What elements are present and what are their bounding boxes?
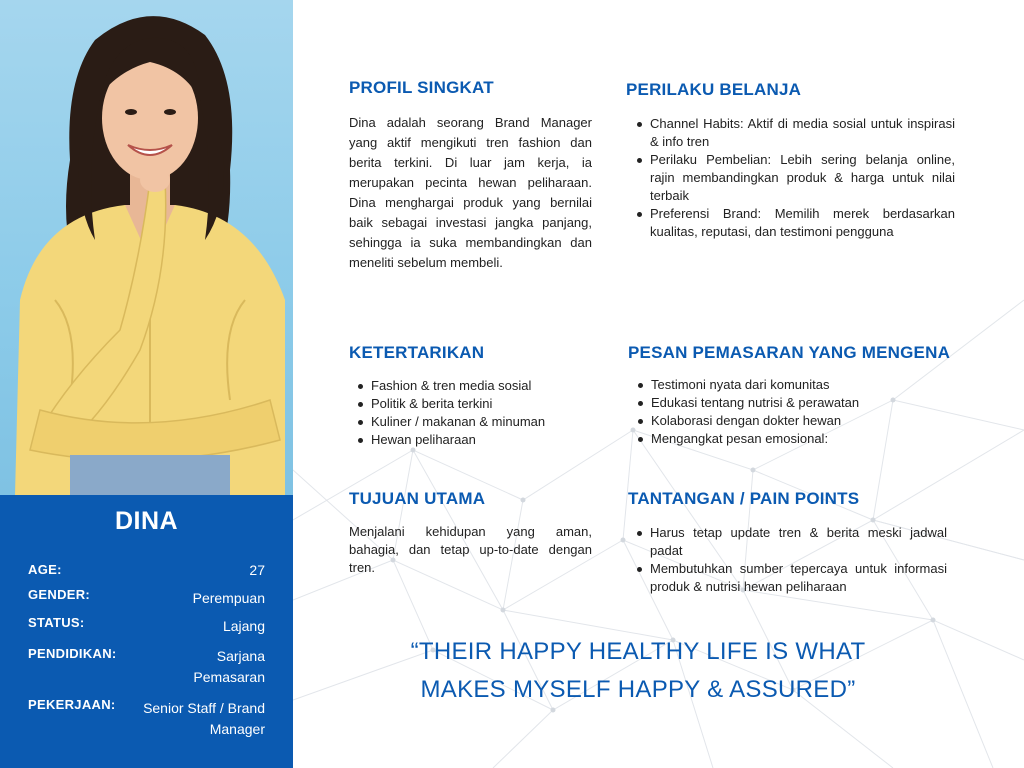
profile-card — [0, 495, 293, 768]
tujuan-utama-title: TUJUAN UTAMA — [349, 489, 486, 508]
perilaku-belanja-title: PERILAKU BELANJA — [626, 80, 802, 99]
ketertarikan-list — [356, 377, 596, 449]
list-item: Politik & berita terkini — [356, 395, 596, 413]
gender-value: Perempuan — [192, 590, 265, 606]
list-item: Hewan peliharaan — [356, 431, 596, 449]
pesan-pemasaran-list — [636, 376, 936, 448]
pesan-pemasaran-title: PESAN PEMASARAN YANG MENGENA — [628, 343, 951, 362]
age-label: AGE: — [28, 562, 62, 577]
content-area — [293, 0, 1024, 768]
persona-photo — [0, 0, 293, 495]
list-item: Testimoni nyata dari komunitas — [636, 376, 936, 394]
ketertarikan-title: KETERTARIKAN — [349, 343, 485, 362]
quote-line-2: MAKES MYSELF HAPPY & ASSURED” — [420, 676, 856, 703]
education-label: PENDIDIKAN: — [28, 646, 117, 661]
persona-quote — [403, 633, 873, 709]
list-item: Fashion & tren media sosial — [356, 377, 596, 395]
list-item: Kuliner / makanan & minuman — [356, 413, 596, 431]
quote-line-1: “THEIR HAPPY HEALTHY LIFE IS WHAT — [410, 638, 866, 665]
list-item: Perilaku Pembelian: Lebih sering belanja online, rajin membandingkan produk & harga untuk nilai terbaik — [635, 151, 955, 205]
occupation-label: PEKERJAAN: — [28, 697, 116, 712]
woman-portrait-illustration — [0, 0, 293, 495]
age-value: 27 — [249, 562, 265, 578]
status-label: STATUS: — [28, 615, 85, 630]
tujuan-utama-text: Menjalani kehidupan yang aman, bahagia, dan tetap up-to-date dengan tren. — [349, 524, 592, 575]
list-item: Preferensi Brand: Memilih merek berdasarkan kualitas, reputasi, dan testimoni pengguna — [635, 205, 955, 241]
list-item: Mengangkat pesan emosional: — [636, 430, 936, 448]
occupation-value: Senior Staff / Brand Manager — [143, 700, 265, 737]
list-item: Edukasi tentang nutrisi & perawatan — [636, 394, 936, 412]
list-item: Channel Habits: Aktif di media sosial untuk inspirasi & info tren — [635, 115, 955, 151]
status-value: Lajang — [222, 618, 265, 634]
list-item: Harus tetap update tren & berita meski jadwal padat — [635, 524, 947, 560]
gender-label: GENDER: — [28, 587, 91, 602]
list-item: Membutuhkan sumber tepercaya untuk informasi produk & nutrisi hewan peliharaan — [635, 560, 947, 596]
tantangan-title: TANTANGAN / PAIN POINTS — [628, 489, 860, 508]
profil-singkat-title: PROFIL SINGKAT — [349, 78, 494, 97]
list-item: Kolaborasi dengan dokter hewan — [636, 412, 936, 430]
persona-name: DINA — [114, 507, 179, 535]
perilaku-belanja-list — [635, 115, 955, 241]
education-value: Sarjana Pemasaran — [193, 648, 265, 685]
profil-singkat-text: Dina adalah seorang Brand Manager yang aktif mengikuti tren fashion dan berita terkini. Di luar jam kerja, ia merupakan pecinta hewan peliharaan. Dina menghargai produk yang bernilai baik sebagai investasi jangka panjang, sehingga ia suka membandingkan dan meneliti sebelum membeli. — [349, 115, 592, 270]
tantangan-list — [635, 524, 947, 596]
